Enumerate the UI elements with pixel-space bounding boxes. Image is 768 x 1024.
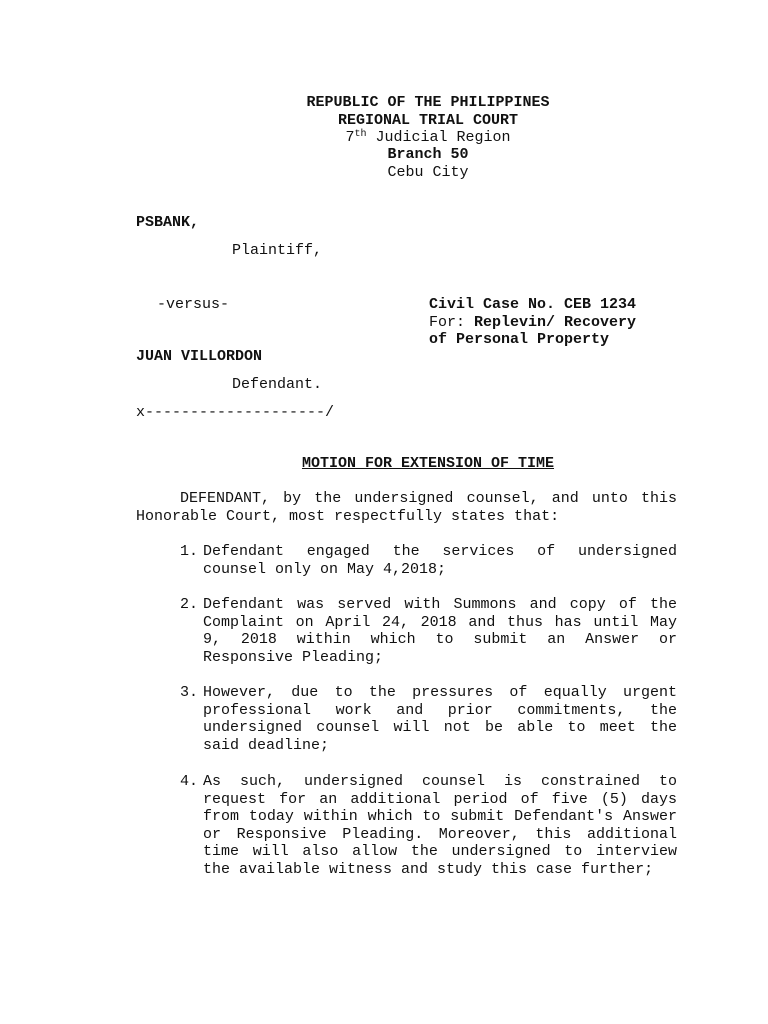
case-nature-line2: of Personal Property <box>429 331 610 348</box>
item-number: 3. <box>180 684 199 701</box>
header-republic: REPUBLIC OF THE PHILIPPINES <box>306 94 550 111</box>
item-number: 4. <box>180 773 199 790</box>
plaintiff-name: PSBANK, <box>136 214 200 231</box>
region-suffix: th <box>354 129 367 140</box>
list-item <box>180 684 677 754</box>
region-text: Judicial Region <box>366 129 511 146</box>
item-number: 1. <box>180 543 199 560</box>
item-number: 2. <box>180 596 199 613</box>
list-item <box>180 596 677 666</box>
case-nature-line1 <box>429 314 636 331</box>
motion-title: MOTION FOR EXTENSION OF TIME <box>301 455 555 472</box>
for-label: For: <box>429 314 466 331</box>
item-text: However, due to the pressures of equally urgent professional work and prior commitments, the undersigned counsel will not be able to meet the said deadline; <box>203 684 677 754</box>
plaintiff-role: Plaintiff, <box>232 242 323 259</box>
region-ordinal: 7 <box>345 129 355 146</box>
versus-label: -versus- <box>157 296 230 313</box>
header-court: REGIONAL TRIAL COURT <box>337 112 519 129</box>
list-item <box>180 543 677 578</box>
item-text: Defendant was served with Summons and copy of the Complaint on April 24, 2018 and thus has until May 9, 2018 within which to submit an Answer or Responsive Pleading; <box>203 596 677 666</box>
caption-separator: x--------------------/ <box>136 404 335 421</box>
item-text: Defendant engaged the services of undersigned counsel only on May 4,2018; <box>203 543 677 578</box>
defendant-name: JUAN VILLORDON <box>136 348 263 365</box>
list-item <box>180 773 677 878</box>
header-region <box>0 129 768 146</box>
case-nature: Replevin/ Recovery <box>474 314 637 331</box>
case-number: Civil Case No. CEB 1234 <box>429 296 637 313</box>
header-branch: Branch 50 <box>387 146 469 163</box>
item-text: As such, undersigned counsel is constrained to request for an additional period of five (5) days from today within which to submit Defendant's Answer or Responsive Pleading. Moreover, this additional time will also allow the undersigned to interview the available witness and study this case further; <box>203 773 677 878</box>
intro-paragraph: DEFENDANT, by the undersigned counsel, and unto this Honorable Court, most respectfully states that: <box>136 490 677 525</box>
defendant-role: Defendant. <box>232 376 323 393</box>
header-city: Cebu City <box>387 164 469 181</box>
